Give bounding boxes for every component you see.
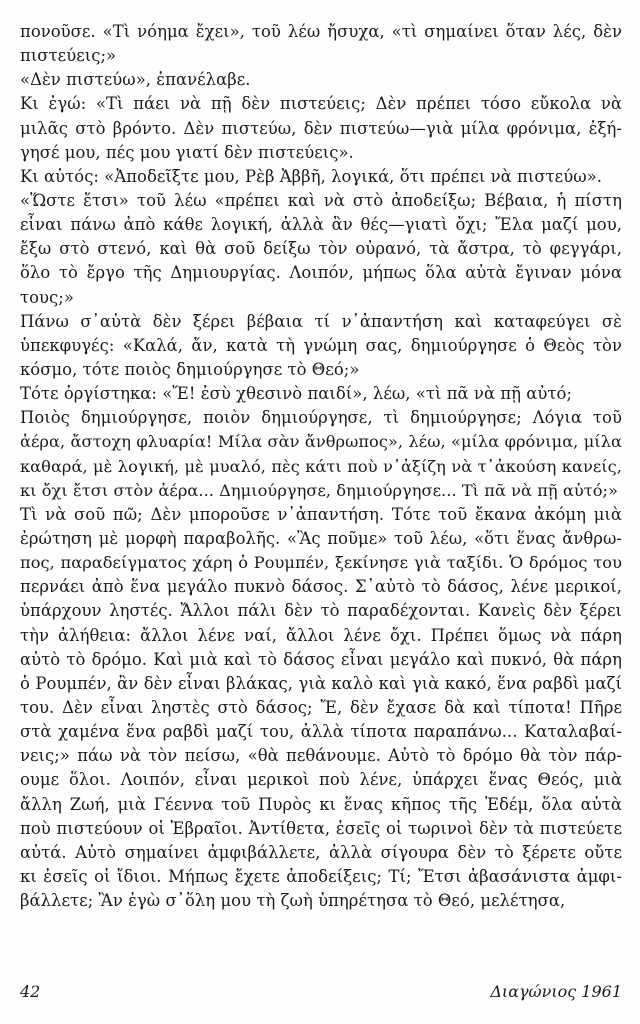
text-line: του. Δὲν εἶναι ληστὲς στὸ δάσος; Ἔ, δὲν ἔχασε δὰ καὶ τίποτα! Πῆρε xyxy=(20,697,622,717)
text-line: Πάνω σ᾽αὐτὰ δὲν ξέρει βέβαια τί ν᾽ἀπαντήση καὶ καταφεύγει σὲ xyxy=(20,311,622,331)
text-line: ἀέρα, ἄστοχη φλυαρία! Μίλα σὰν ἄνθρωπος», λέω, «μίλα φρόνιμα, μίλα xyxy=(20,432,622,452)
text-line: γησέ μου, πές μου γιατί δὲν πιστεύεις». xyxy=(20,142,354,162)
text-line: μιλᾶς στὸ βρόντο. Δὲν πιστεύω, δὲν πιστεύω—γιὰ μίλα φρόνιμα, ἐξή- xyxy=(20,118,622,138)
text-line: κόσμο, τότε ποιὸς δημιούργησε τὸ Θεό;» xyxy=(20,359,360,379)
text-line: τὴν ἀλήθεια: ἄλλοι λένε ναί, ἄλλοι λένε ὄχι. Πρέπει ὅμως νὰ πάρη xyxy=(20,625,622,645)
page-footer xyxy=(20,982,622,1006)
body-text xyxy=(20,20,622,913)
text-line: ὅλο τὸ ἔργο τῆς Δημιουργίας. Λοιπόν, μήπως ὅλα αὐτὰ ἔγιναν μόνα xyxy=(20,263,622,283)
text-line: ὑπεκφυγές: «Καλά, ἄν, κατὰ τὴ γνώμη σας, δημιούργησε ὁ Θεὸς τὸν xyxy=(20,335,622,355)
text-line: Ποιὸς δημιούργησε, ποιὸν δημιούργησε, τὶ δημιούργησε; Λόγια τοῦ xyxy=(20,408,622,428)
text-line: καθαρά, μὲ λογική, μὲ μυαλό, πὲς κάτι ποὺ ν᾽ἀξίζη νὰ τ᾽ἀκούση κανείς, xyxy=(20,456,622,476)
text-line: περνάει ἀπὸ ἕνα μεγάλο πυκνὸ δάσος. Σ᾽αὐτὸ τὸ δάσος, λένε μερικοί, xyxy=(20,577,622,597)
text-line: στὰ χαμένα ἕνα ραβδὶ μαζί του, ἀλλὰ τίποτα παραπάνω... Καταλαβαί- xyxy=(20,722,622,742)
text-line: Κι αὐτός: «Ἀποδεῖξτε μου, Ρὲβ Ἀββῆ, λογικά, ὅτι πρέπει νὰ πιστεύω». xyxy=(20,166,602,186)
text-line: «Ὥστε ἔτσι» τοῦ λέω «πρέπει καὶ νὰ στὸ ἀποδείξω; Βέβαια, ἡ πίστη xyxy=(20,190,622,210)
text-line: κι ἐσεῖς οἱ ἴδιοι. Μήπως ἔχετε ἀποδείξεις; Τί; Ἔτσι ἀβασάνιστα ἀμφι- xyxy=(20,866,622,886)
text-line: πιστεύεις;» xyxy=(20,46,117,66)
text-line: Τὶ νὰ σοῦ πῶ; Δὲν μποροῦσε ν᾽ἀπαντήση. Τότε τοῦ ἔκανα ἀκόμη μιὰ xyxy=(20,504,622,524)
text-line: ὁ Ρουμπέν, ἂν δὲν εἶναι βλάκας, γιὰ καλὸ καὶ γιὰ κακό, ἕνα ραβδὶ μαζί xyxy=(20,673,622,693)
text-line: «Δὲν πιστεύω», ἐπανέλαβε. xyxy=(20,70,251,90)
text-line: αὐτὸ τὸ δρόμο. Καὶ μιὰ καὶ τὸ δάσος εἶναι μεγάλο καὶ πυκνό, θὰ πάρη xyxy=(20,649,622,669)
page-number: 42 xyxy=(20,982,41,1001)
text-line: νεις;» πάω νὰ τὸν πείσω, «θὰ πεθάνουμε. Αὐτὸ τὸ δρόμο θὰ τὸν πάρ- xyxy=(20,746,622,766)
text-line: κι ὄχι ἔτσι στὸν ἀέρα... Δημιούργησε, δημιούργησε... Τὶ πᾶ νὰ πῇ αὐτό;» xyxy=(20,480,618,500)
text-line: ἔξω στὸ στενό, καὶ θὰ σοῦ δείξω τὸν οὐρανό, τὰ ἄστρα, τὸ φεγγάρι, xyxy=(20,239,622,259)
text-line: ποὺ πιστεύουν οἱ Ἑβραῖοι. Ἀντίθετα, ἐσεῖς οἱ τωρινοὶ δὲν τὰ πιστεύετε xyxy=(20,818,622,838)
text-line: ἐρώτηση μὲ μορφὴ παραβολῆς. «Ἂς ποῦμε» τοῦ λέω, «ὅτι ἕνας ἄνθρω- xyxy=(20,528,622,548)
text-line: Τότε ὀργίστηκα: «Ἔ! ἐσὺ χθεσινὸ παιδί», λέω, «τὶ πᾶ νὰ πῇ αὐτό; xyxy=(20,384,573,404)
text-line: βάλλετε; Ἂν ἐγὼ σ᾽ὅλη μου τὴ ζωὴ ὑπηρέτησα τὸ Θεό, μελέτησα, xyxy=(20,891,566,911)
text-line: εἶναι πάνω ἀπὸ κάθε λογική, ἀλλὰ ἂν θές—γιατὶ ὄχι; Ἔλα μαζί μου, xyxy=(20,215,622,235)
text-line: τους;» xyxy=(20,287,74,307)
text-line: ουμε ὅλοι. Λοιπόν, εἶναι μερικοὶ ποὺ λένε, ὑπάρχει ἕνας Θεός, μιὰ xyxy=(20,770,622,790)
text-line: πονοῦσε. «Τὶ νόημα ἔχει», τοῦ λέω ἤσυχα, «τὶ σημαίνει ὅταν λές, δὲν xyxy=(20,22,622,41)
text-line: πος, παραδείγματος χάρη ὁ Ρουμπέν, ξεκίνησε γιὰ ταξίδι. Ὁ δρόμος του xyxy=(20,553,622,573)
text-line: Κι ἐγώ: «Τὶ πάει νὰ πῇ δὲν πιστεύεις; Δὲν πρέπει τόσο εὔκολα νὰ xyxy=(20,94,622,114)
text-line: ἄλλη Ζωή, μιὰ Γέεννα τοῦ Πυρὸς κι ἕνας κῆπος τῆς Ἐδέμ, ὅλα αὐτὰ xyxy=(20,794,622,814)
running-title: Διαγώνιος 1961 xyxy=(490,982,622,1001)
text-line: ὑπάρχουν ληστές. Ἄλλοι πάλι δὲν τὸ παραδέχονται. Κανεὶς δὲν ξέρει xyxy=(20,601,622,621)
text-line: αὐτά. Αὐτὸ σημαίνει ἀμφιβάλλετε, ἀλλὰ σίγουρα δὲν τὸ ξέρετε οὔτε xyxy=(20,842,622,862)
